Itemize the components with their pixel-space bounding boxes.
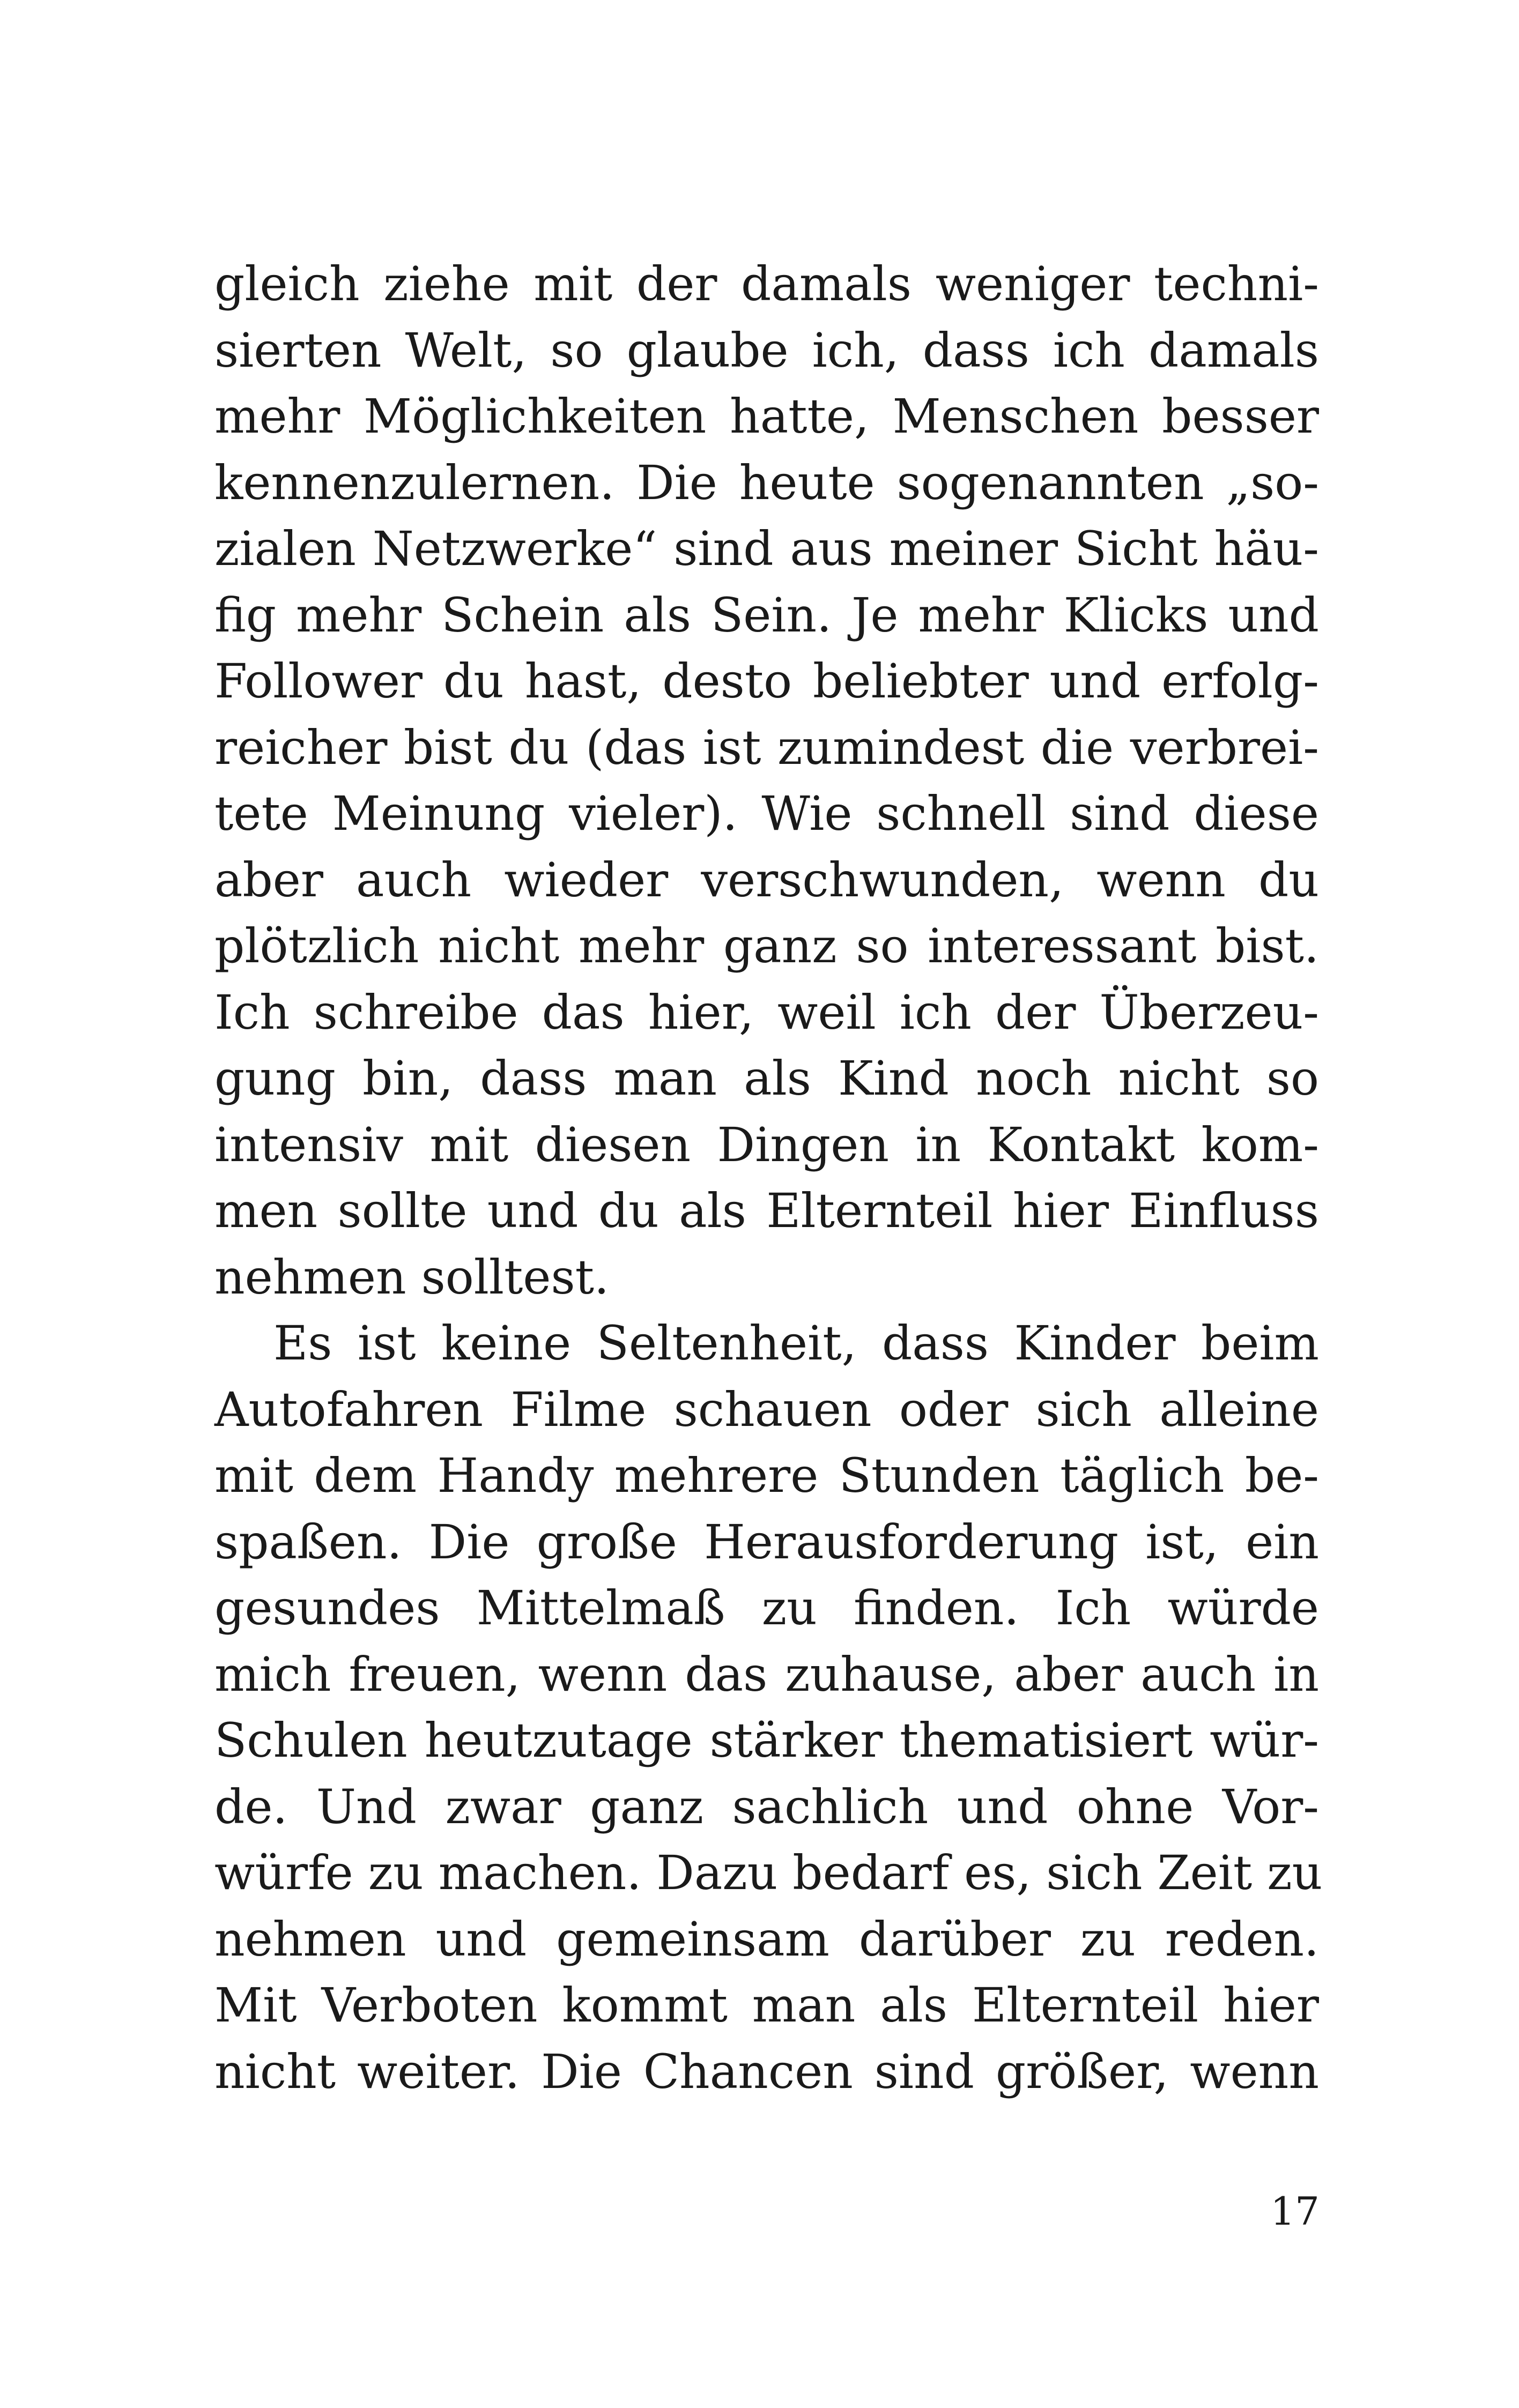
text-line: Mit Verboten kommt man als Elternteil hier [214,1978,1319,2033]
text-line: gesundes Mittelmaß zu finden. Ich würde [214,1580,1319,1636]
text-line: Es ist keine Seltenheit, dass Kinder beim [273,1316,1319,1371]
text-line: mich freuen, wenn das zuhause, aber auch in [214,1646,1319,1702]
text-line: fig mehr Schein als Sein. Je mehr Klicks und [214,587,1319,643]
text-line: men sollte und du als Elternteil hier Einfluss [214,1183,1319,1238]
text-line: nehmen solltest. [214,1249,609,1305]
text-line: Follower du hast, desto beliebter und erfolg- [214,653,1319,709]
text-line: Ich schreibe das hier, weil ich der Überzeu- [214,984,1319,1040]
text-line: mehr Möglichkeiten hatte, Menschen besser [214,389,1319,444]
text-line: Schulen heutzutage stärker thematisiert wür- [214,1713,1319,1768]
body-text [214,251,1323,2105]
text-line: de. Und zwar ganz sachlich und ohne Vor- [214,1779,1319,1834]
text-line: sierten Welt, so glaube ich, dass ich damals [214,322,1319,378]
text-line: nicht weiter. Die Chancen sind größer, wenn [214,2043,1319,2099]
text-line: kennenzulernen. Die heute sogenannten „so- [214,455,1319,510]
text-line: Autofahren Filme schauen oder sich alleine [214,1381,1319,1437]
text-line: würfe zu machen. Dazu bedarf es, sich Zeit zu [214,1845,1323,1900]
text-line: reicher bist du (das ist zumindest die verbrei- [214,719,1319,775]
page-number: 17 [1270,2189,1320,2234]
text-line: gleich ziehe mit der damals weniger techni- [214,256,1319,311]
text-line: tete Meinung vieler). Wie schnell sind diese [214,786,1319,841]
text-line: aber auch wieder verschwunden, wenn du [214,852,1319,908]
text-line: intensiv mit diesen Dingen in Kontakt kom- [214,1117,1319,1172]
text-line: nehmen und gemeinsam darüber zu reden. [214,1911,1319,1967]
text-line: gung bin, dass man als Kind noch nicht so [214,1051,1319,1106]
text-line: plötzlich nicht mehr ganz so interessant bist. [214,918,1319,973]
text-line: mit dem Handy mehrere Stunden täglich be- [214,1448,1319,1503]
text-line: zialen Netzwerke“ sind aus meiner Sicht häu- [214,521,1319,576]
text-line: spaßen. Die große Herausforderung ist, ein [214,1514,1319,1570]
